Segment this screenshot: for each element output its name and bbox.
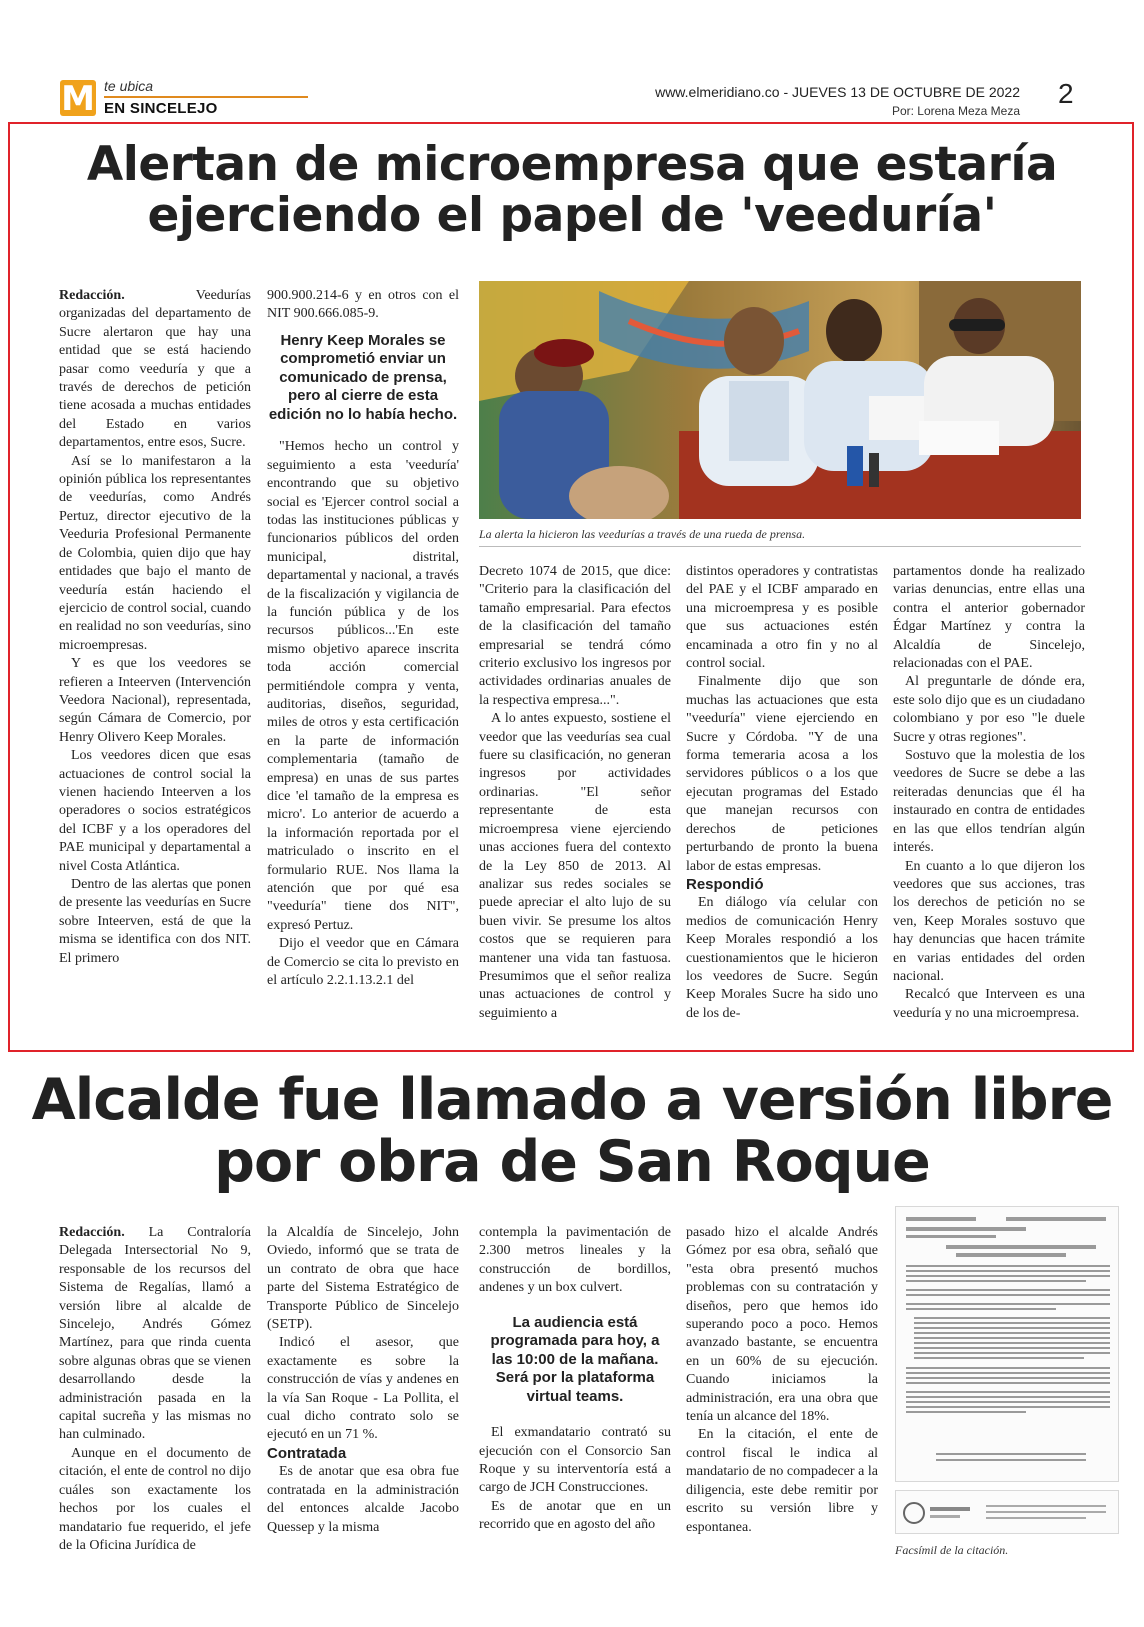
- paragraph-text: Los veedores dicen que esas actuaciones de control social la vienen haciendo Inteerven a los operadores o socios estratégicos del ICBF y a los operadores del PAE municipal y departamental a nivel Costa Atlántica.: [59, 748, 251, 874]
- paragraph: [686, 894, 878, 1023]
- paragraph-text: En diálogo vía celular con medios de comunicación Henry Keep Morales respondió a los cuestionamientos que le hicieron los veedores de Sucre. Según Keep Morales Sucre ha sido uno de los de-: [686, 895, 878, 1021]
- article1-column-2: [267, 287, 459, 991]
- paragraph: [479, 710, 671, 1023]
- paragraph-lead: Redacción.: [59, 288, 125, 303]
- section-title: EN SINCELEJO: [104, 100, 218, 117]
- paragraph: [479, 1224, 671, 1298]
- paragraph-text: Veedurías organizadas del departamento de Sucre alertaron que hay una entidad que se está haciendo pasar como veeduría y que a través de derechos de petición tiene acosada a muchas entidades del Estado en varios departamentos, entre esos, Sucre.: [59, 288, 251, 451]
- paragraph-text: distintos operadores y contratistas del PAE y el ICBF amparado en una microempresa y es posible que sus actuaciones estén encaminada a otro fin y no al control social.: [686, 564, 878, 672]
- paragraph-text: Es de anotar que en un recorrido que en agosto del año: [479, 1498, 671, 1533]
- citation-facsimile: [895, 1206, 1119, 1482]
- paragraph-text: Al preguntarle de dónde era, este solo dijo que es un ciudadano colombiano y por eso "le duele Sucre y otras regiones".: [893, 674, 1085, 745]
- paragraph: [893, 747, 1085, 857]
- paragraph-text: El exmandatario contrató su ejecución con el Consorcio San Roque y su interventoría está a cargo de JCH Construcciones.: [479, 1425, 671, 1496]
- paragraph-text: En cuanto a lo que dijeron los veedores que sus acciones, tras los derechos de petición no se ven, Keep Morales sostuvo que hay denuncias que hacen trámite en varias entidades del orden nacional.: [893, 858, 1085, 984]
- paragraph-text: A lo antes expuesto, sostiene el veedor que las veedurías sea cual fuere su clasificación, no generan ingresos por actividades ordinarias. "El señor representante de esta microempresa viene ejerciendo unas acciones fuera del contexto de la Ley 850 de 2013. Al analizar sus redes sociales se puede apreciar el alto lujo de su buen vivir. Se presume los altos costos que se requieren para mantener una vida tan fastuosa. Presumimos que el señor realiza unas actuaciones de control y seguimiento a: [479, 711, 671, 1021]
- paragraph: [59, 1445, 251, 1555]
- paragraph-text: la Alcaldía de Sincelejo, John Oviedo, informó que se trata de un contrato de obra que hace parte del Sistema Estratégico de Transporte Público de Sincelejo (SETP).: [267, 1225, 459, 1333]
- paragraph: [267, 1224, 459, 1334]
- paragraph-text: Sostuvo que la molestia de los veedores de Sucre se debe a las reiteradas denuncias que él ha instaurado en contra de entidades en las que ellos tendrían algún interés.: [893, 748, 1085, 856]
- paragraph: [59, 1224, 251, 1445]
- paragraph: [893, 563, 1085, 673]
- article2-subhead: Contratada: [267, 1444, 347, 1462]
- article1-headline: Alertan de microempresa que estaría ejerciendo el papel de 'veeduría': [86, 137, 1058, 243]
- article2-column-4: [686, 1224, 878, 1537]
- caption-rule: [479, 546, 1081, 547]
- paragraph: [59, 655, 251, 747]
- paragraph-text: partamentos donde ha realizado varias denuncias, entre ellas una contra el anterior gobernador Édgar Martínez y contra la Alcaldía de Sincelejo, relacionadas con el PAE.: [893, 564, 1085, 672]
- section-tagline: te ubica: [104, 78, 154, 94]
- article2-column-2: [267, 1224, 459, 1537]
- byline: Por: Lorena Meza Meza: [891, 104, 1020, 118]
- paragraph: [479, 1424, 671, 1498]
- article1-pull-quote: Henry Keep Morales se comprometió enviar un comunicado de prensa, pero al cierre de esta edición no lo había hecho.: [268, 331, 458, 423]
- paragraph-text: Decreto 1074 de 2015, que dice: "Criterio para la clasificación del tamaño empresarial. Para efectos de la clasificación del tamaño empresarial se tendrá cómo criterio exclusivo los ingresos por actividades ordinarias anuales de la respectiva empresa...".: [479, 564, 671, 708]
- paragraph-text: Dentro de las alertas que ponen de presente las veedurías en Sucre sobre Inteerven, está de que la misma se identifica con dos NIT. El primero: [59, 877, 251, 966]
- article2-pull-quote: La audiencia está programada para hoy, a las 10:00 de la mañana. Será por la plataforma virtual teams.: [490, 1313, 660, 1405]
- article2-column-3: [479, 1224, 671, 1535]
- paragraph: [686, 1224, 878, 1426]
- paragraph-text: Indicó el asesor, que exactamente es sobre la construcción de vías y andenes en la vía San Roque - La Pollita, el cual dicho contrato solo se ejecutó en un 71 %.: [267, 1335, 459, 1443]
- paragraph-text: "Hemos hecho un control y seguimiento a esta 'veeduría' encontrando que su objetivo social es 'Ejercer control social a todas las instituciones públicas y funcionarios públicos del orden municipal, distrital, departamental y nacional, a través de la fiscalización y vigilancia de la función pública y de los recursos públicos...'En este mismo objetivo aparece inscrita toda acción comercial permitiéndole compra y venta, auditorias, diseños, seguridad, miles de otros y esta certificación en la parte de información complementaria (tamaño de empresa) en unas de sus partes dice 'el tamaño de la empresa es micro'. Lo anterior de acuerdo a la información reportada por el matriculado o inscrito en el formulario RUE. Nos llama la atención que por qué esa "veeduría" tiene dos NIT", expresó Pertuz.: [267, 439, 459, 933]
- paragraph-text: Dijo el veedor que en Cámara de Comercio se cita lo previsto en el artículo 2.2.1.13.2.1 del: [267, 936, 459, 989]
- article1-subhead: Respondió: [686, 875, 764, 893]
- page-number: 2: [1058, 78, 1074, 109]
- paragraph: [267, 1463, 459, 1537]
- facsimile-footer: [895, 1490, 1119, 1534]
- article2-column-1: [59, 1224, 251, 1555]
- paragraph: [893, 673, 1085, 747]
- dateline: www.elmeridiano.co - JUEVES 13 DE OCTUBRE DE 2022: [655, 84, 1020, 100]
- paragraph-text: Y es que los veedores se refieren a Inteerven (Intervención Veedora Nacional), representada, según Cámara de Comercio, por Henry Olivero Keep Morales.: [59, 656, 251, 745]
- paragraph: [59, 453, 251, 655]
- paragraph: [59, 747, 251, 876]
- paragraph: [893, 858, 1085, 987]
- paragraph: [479, 1498, 671, 1535]
- paragraph: [59, 876, 251, 968]
- paragraph-text: En la citación, el ente de control fiscal le indica al mandatario de no compadecer a la diligencia, este debe remitir por escrito su versión libre y espontanea.: [686, 1427, 878, 1535]
- paragraph: [267, 438, 459, 935]
- paragraph: [479, 563, 671, 710]
- article1-column-5: [893, 563, 1085, 1023]
- press-conference-photo: [479, 281, 1081, 519]
- paragraph: [267, 1334, 459, 1444]
- paragraph-text: Aunque en el documento de citación, el ente de control no dijo cuáles son exactamente los hechos por los cuales el mandatario fue requerido, el jefe de la Oficina Jurídica de: [59, 1445, 251, 1553]
- paragraph-lead: Redacción.: [59, 1225, 125, 1240]
- paragraph: [267, 935, 459, 990]
- paragraph: [686, 1426, 878, 1536]
- article1-col2-top: 900.900.214-6 y en otros con el NIT 900.666.085-9.: [267, 288, 459, 322]
- article2-headline: Alcalde fue llamado a versión libre por obra de San Roque: [31, 1067, 1113, 1195]
- article1-column-4: [686, 563, 878, 1023]
- paragraph-text: contempla la pavimentación de 2.300 metros lineales y la construcción de bordillos, andenes y un box culvert.: [479, 1225, 671, 1296]
- paragraph: [686, 673, 878, 875]
- paragraph-text: Así se lo manifestaron a la opinión pública los representantes de veedurías, como Andrés Pertuz, director ejecutivo de la Veeduria Profesional Permanente de Colombia, quien dijo que hay entidades que bajo el manto de veeduría están haciendo el ejercicio de control social, cuando en realidad no son veedurías, sino microempresas.: [59, 453, 251, 653]
- facsimile-caption: Facsímil de la citación.: [895, 1543, 1009, 1557]
- paragraph-text: La Contraloría Delegada Intersectorial No 9, responsable de los recursos del Sistema de Regalías, llamó a versión libre al alcalde de Sincelejo, Andrés Gómez Martínez, para que rinda cuenta sobre algunas obras que se vienen desarrollando desde la administración pasada en la capital sucreña y las mismas no han culminado.: [59, 1225, 251, 1443]
- paragraph: [59, 287, 251, 453]
- paragraph-text: Recalcó que Interveen es una veeduría y no una microempresa.: [893, 987, 1085, 1021]
- article1-column-1: [59, 287, 251, 968]
- contraloria-seal-icon: [896, 1491, 1120, 1535]
- paragraph-text: Es de anotar que esa obra fue contratada en la administración del entonces alcalde Jacobo Quessep y la misma: [267, 1464, 459, 1535]
- newspaper-logo: M: [61, 79, 95, 119]
- tagline-rule: [104, 96, 308, 98]
- article1-column-3: [479, 563, 671, 1023]
- paragraph: [893, 986, 1085, 1023]
- paragraph: [686, 563, 878, 673]
- paragraph-text: pasado hizo el alcalde Andrés Gómez por esa obra, señaló que "esta obra presentó muchos problemas con su contratación y diseños, pero que hemos ido superando poco a poco. Hemos avanzado bastante, se encuentra en un 60% de su ejecución. Cuando iniciamos la administración, era una obra que tenía un alcance del 18%.: [686, 1225, 878, 1425]
- facsimile-document-image: [896, 1207, 1119, 1482]
- paragraph-text: Finalmente dijo que son muchas las actuaciones que esta "veeduría" viene ejerciendo en Sucre y Córdoba. "Y de una forma temeraria acosa a los servidores públicos o a los que ejecutan programas del Estado que manejan recursos con derechos de peticiones perturbando de pronto la buena labor de estas empresas.: [686, 674, 878, 874]
- photo-caption: La alerta la hicieron las veedurías a través de una rueda de prensa.: [479, 527, 806, 541]
